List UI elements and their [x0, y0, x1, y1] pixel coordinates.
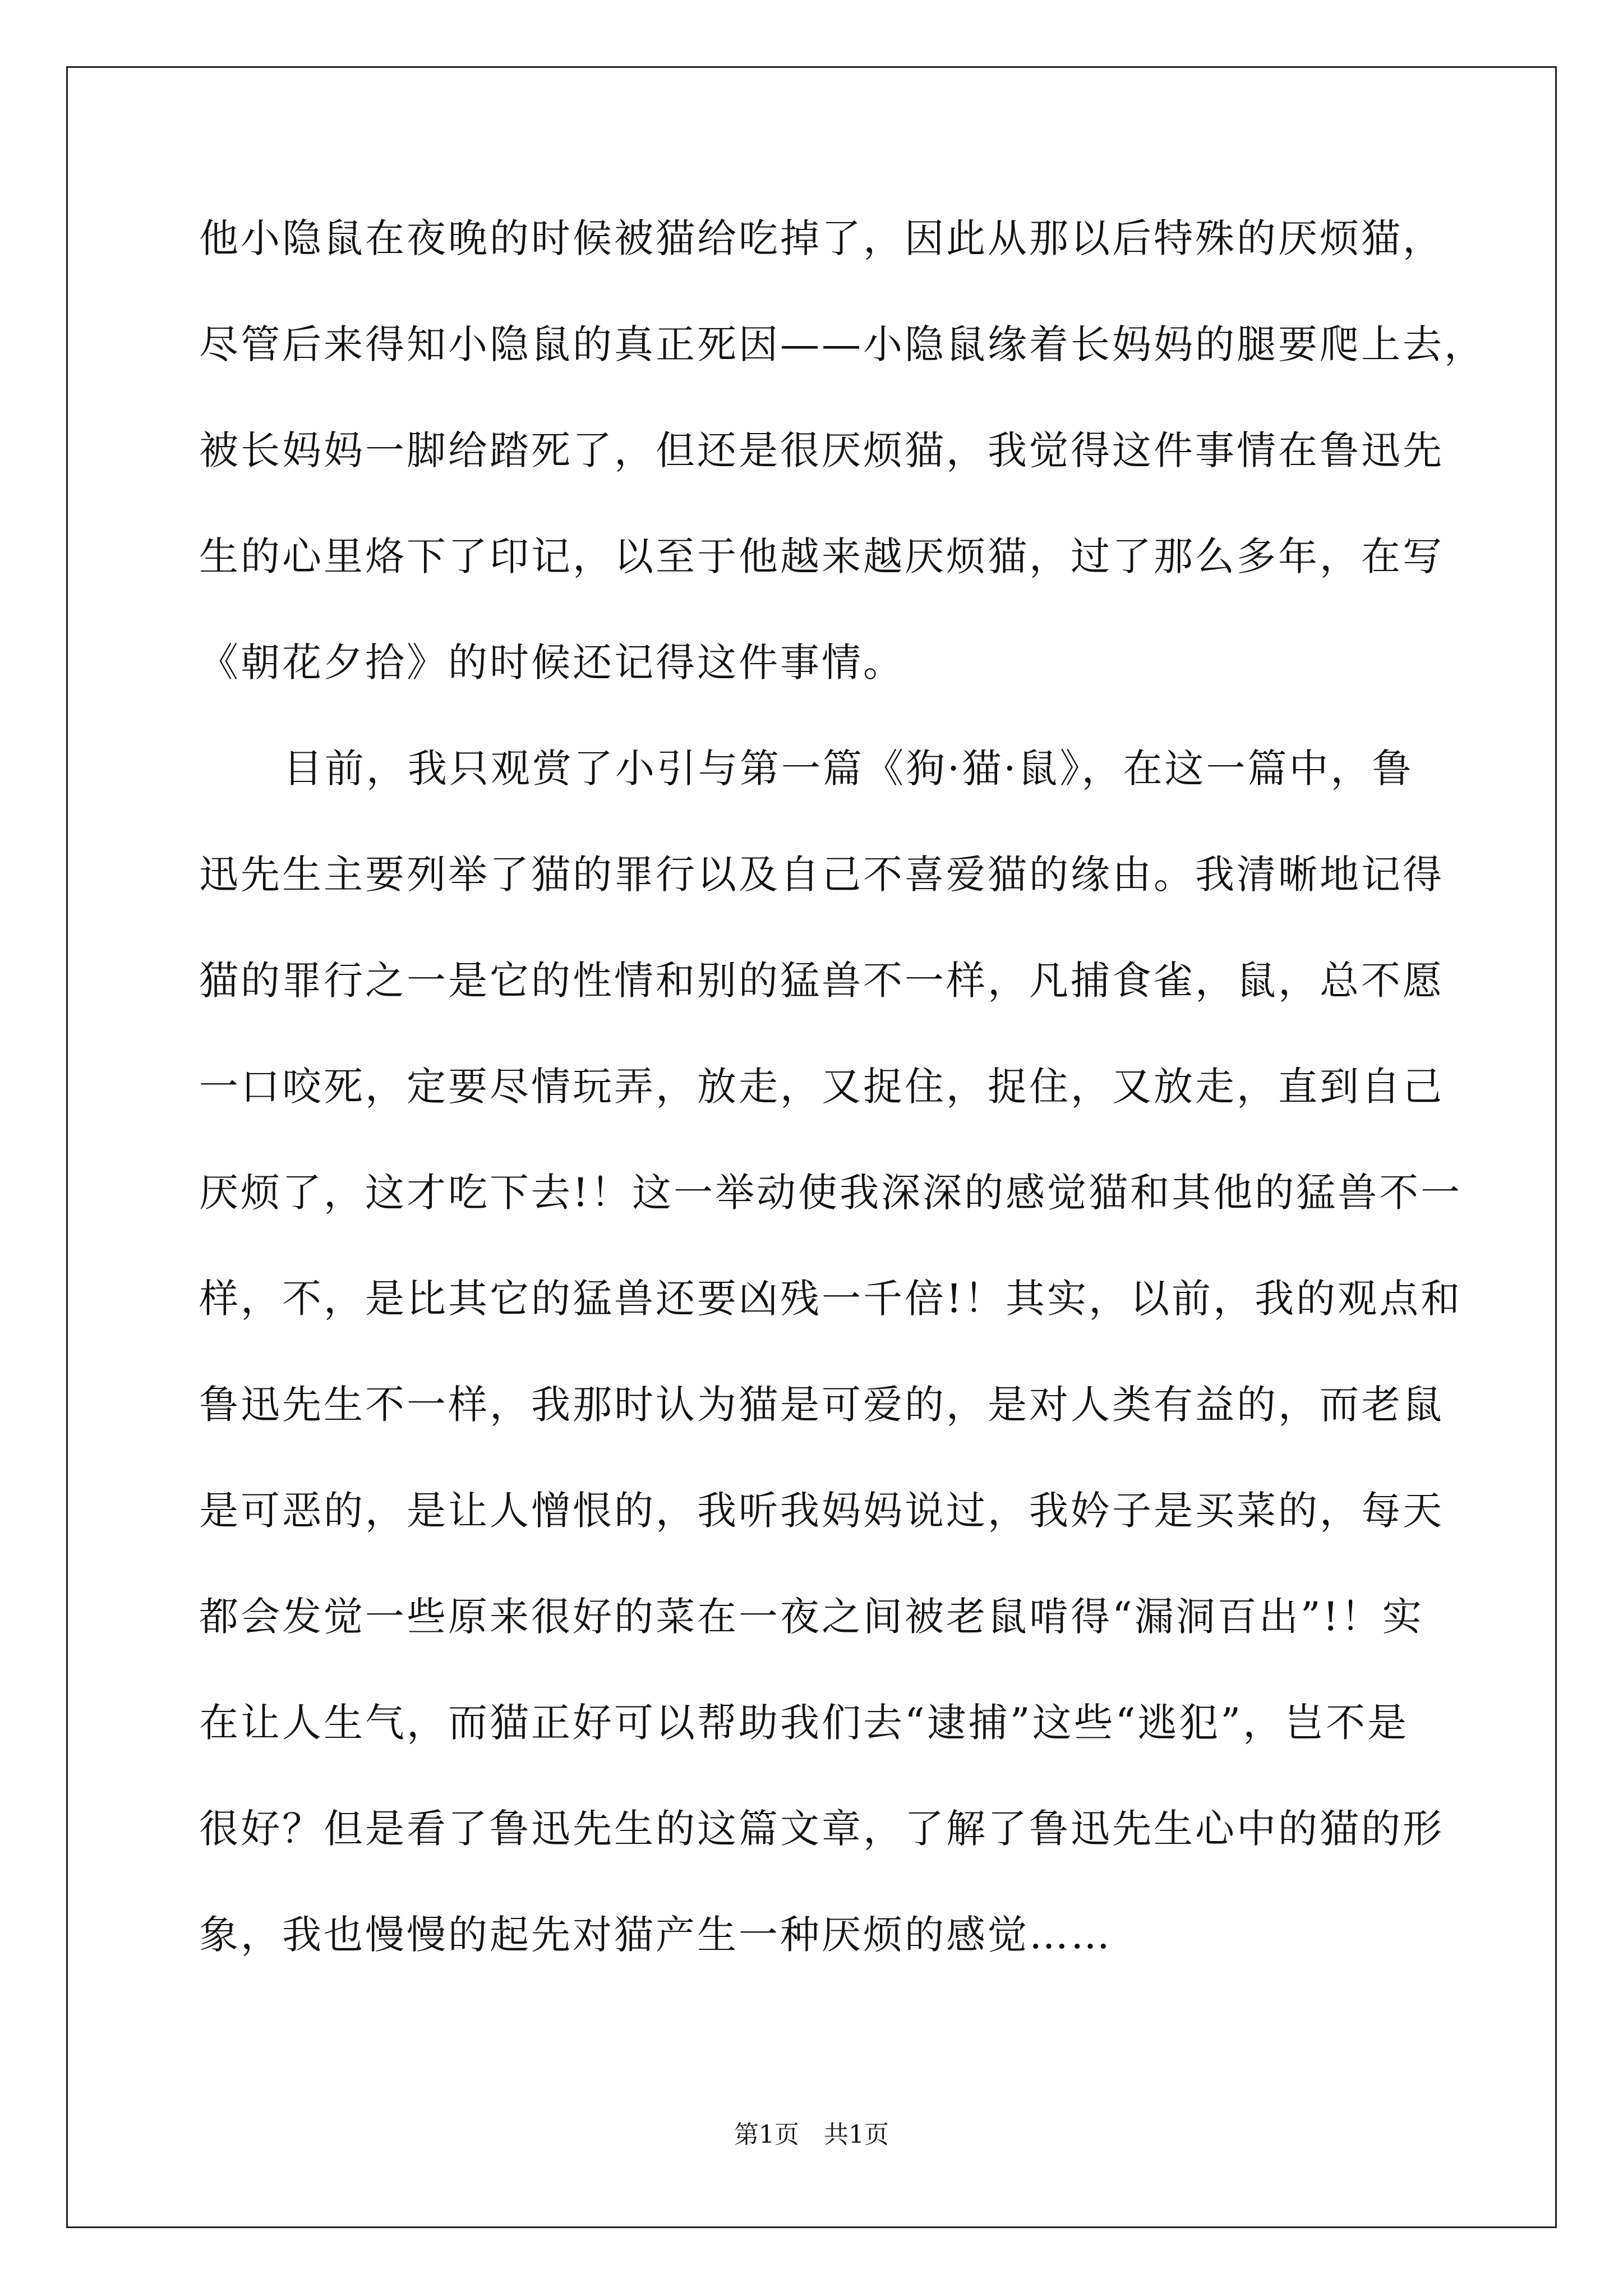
text-line-indented: 目前，我只观赏了小引与第一篇《狗·猫·鼠》，在这一篇中，鲁	[283, 746, 1414, 792]
text-line: 被长妈妈一脚给踏死了，但还是很厌烦猫，我觉得这件事情在鲁迅先	[199, 427, 1444, 473]
text-line: 鲁迅先生不一样，我那时认为猫是可爱的，是对人类有益的，而老鼠	[199, 1382, 1444, 1428]
document-body	[199, 210, 1486, 2013]
text-line: 象，我也慢慢的起先对猫产生一种厌烦的感觉……	[199, 1912, 1112, 1958]
text-line: 猫的罪行之一是它的性情和别的猛兽不一样，凡捕食雀，鼠，总不愿	[199, 958, 1444, 1004]
text-line: 厌烦了，这才吃下去!！这一举动使我深深的感觉猫和其他的猛兽不一	[199, 1170, 1463, 1216]
text-line: 在让人生气，而猫正好可以帮助我们去“逮捕”这些“逃犯”，岂不是	[199, 1700, 1409, 1746]
text-line: 一口咬死，定要尽情玩弄，放走，又捉住，捉住，又放走，直到自己	[199, 1064, 1444, 1110]
text-line: 很好？但是看了鲁迅先生的这篇文章，了解了鲁迅先生心中的猫的形	[199, 1806, 1444, 1852]
page-total: 共1页	[824, 2120, 889, 2149]
text-line: 生的心里烙下了印记，以至于他越来越厌烦猫，过了那么多年，在写	[199, 533, 1444, 579]
text-line: 他小隐鼠在夜晚的时候被猫给吃掉了，因此从那以后特殊的厌烦猫，	[199, 215, 1444, 261]
text-line: 是可恶的，是让人憎恨的，我听我妈妈说过，我妗子是买菜的，每天	[199, 1488, 1444, 1534]
text-line: 《朝花夕拾》的时候还记得这件事情。	[199, 639, 905, 685]
text-line: 样，不，是比其它的猛兽还要凶残一千倍!！其实，以前，我的观点和	[199, 1276, 1463, 1322]
text-line: 迅先生主要列举了猫的罪行以及自己不喜爱猫的缘由。我清晰地记得	[199, 852, 1444, 898]
page-number: 第1页	[734, 2120, 799, 2149]
text-line: 尽管后来得知小隐鼠的真正死因——小隐鼠缘着长妈妈的腿要爬上去，	[199, 321, 1486, 367]
text-line: 都会发觉一些原来很好的菜在一夜之间被老鼠啃得“漏洞百出”!！实	[199, 1594, 1424, 1640]
page-footer	[0, 2118, 1623, 2152]
